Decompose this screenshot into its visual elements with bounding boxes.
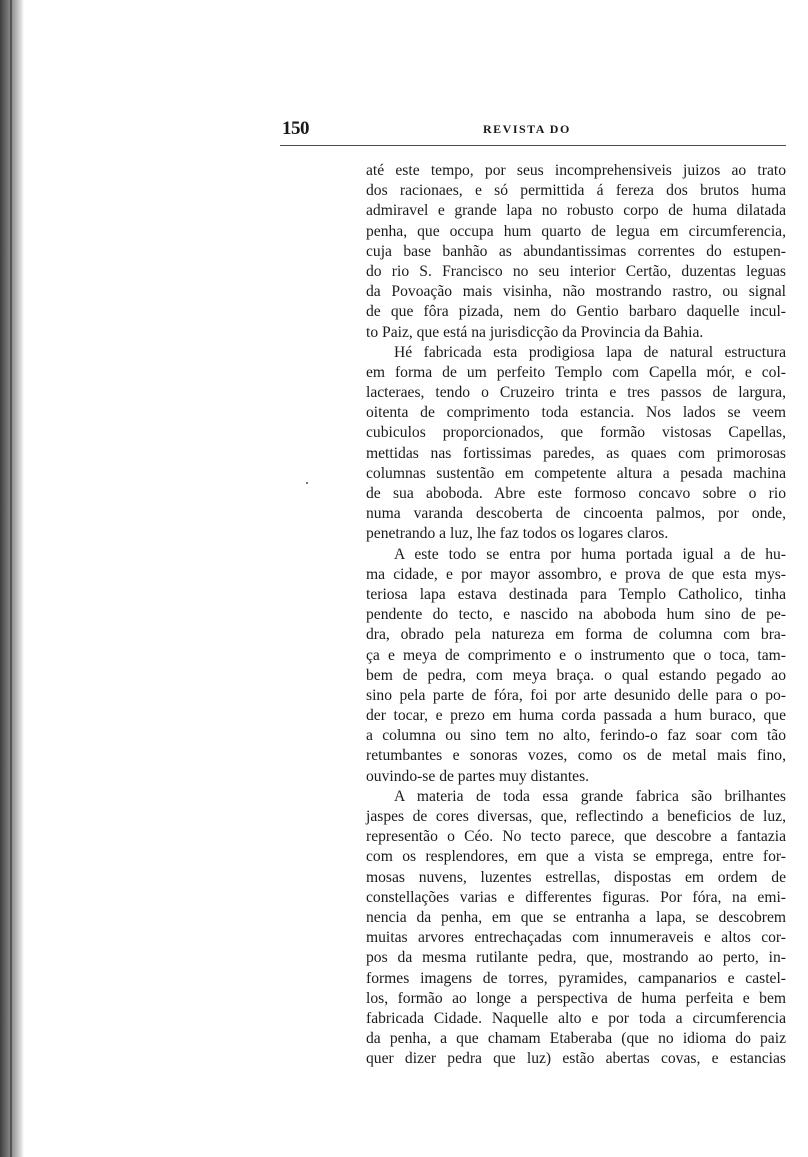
text-line: retumbantes e sonoras vozes, como os de metal mais fino,: [366, 747, 786, 765]
text-line: muitas arvores entrechaçadas com innumeraveis e altos cor-: [366, 929, 786, 947]
text-line: em forma de um perfeito Templo com Capella mór, e col-: [366, 363, 786, 381]
text-line: columnas sustentão em competente altura a pesada machina: [366, 464, 786, 482]
text-line: ma cidade, e por mayor assombro, e prova de que esta mys-: [366, 565, 786, 583]
text-line: numa varanda descoberta de cincoenta palmos, por onde,: [366, 505, 786, 523]
text-line: los, formão ao longe a perspectiva de huma perfeita e bem: [366, 989, 786, 1007]
text-line: mosas nuvens, luzentes estrellas, dispostas em ordem de: [366, 868, 786, 886]
text-line: to Paiz, que está na jurisdicção da Provincia da Bahia.: [366, 323, 704, 341]
text-line: de que fôra pizada, nem do Gentio barbaro daquelle incul-: [366, 303, 786, 321]
text-line: pos da mesma rutilante pedra, que, mostrando ao perto, in-: [366, 949, 786, 967]
text-line: formes imagens de torres, pyramides, campanarios e castel-: [366, 969, 786, 987]
text-line: com os resplendores, em que a vista se emprega, entre for-: [366, 848, 786, 866]
text-line: pendente do tecto, e nascido na aboboda hum sino de pe-: [366, 606, 786, 624]
text-line: ouvindo-se de partes muy distantes.: [366, 767, 590, 785]
text-line: constellações varias e differentes figuras. Por fóra, na emi-: [366, 888, 786, 906]
text-line: dos racionaes, e só permittida á fereza dos brutos huma: [366, 182, 786, 200]
text-line: bem de pedra, com meya braça. o qual estando pegado ao: [366, 666, 786, 684]
text-line: de sua aboboda. Abre este formoso concavo sobre o rio: [366, 485, 786, 502]
text-line: até este tempo, por seus incomprehensiveis juizos ao trato: [366, 162, 786, 179]
text-line: penha, que occupa hum quarto de legua em circumferencia,: [366, 222, 786, 240]
paper-speck: [306, 482, 308, 484]
text-line: dra, obrado pela natureza em forma de columna com bra-: [366, 626, 786, 644]
text-line: a columna ou sino tem no alto, ferindo-o faz soar com tão: [366, 727, 786, 745]
text-line: cubiculos proporcionados, que formão vistosas Capellas,: [366, 424, 786, 442]
text-line: mettidas nas fortissimas paredes, as quaes com primorosas: [366, 444, 786, 462]
page-header: [282, 118, 788, 140]
text-line: da Povoação mais visinha, não mostrando rastro, ou signal: [366, 283, 786, 301]
text-line: quer dizer pedra que luz) estão abertas covas, e estancias: [366, 1050, 786, 1068]
text-line: sino pela parte de fóra, foi por arte desunido delle para o po-: [366, 686, 786, 704]
header-rule: [280, 145, 786, 146]
text-line: oitenta de comprimento toda estancia. Nos lados se veem: [366, 404, 786, 422]
text-line: Hé fabricada esta prodigiosa lapa de natural estructura: [394, 343, 786, 361]
text-line: lacteraes, tendo o Cruzeiro trinta e tres passos de largura,: [366, 384, 786, 402]
page-binding-shadow: [0, 0, 24, 1157]
body-text: [366, 161, 786, 1069]
page-number: 150: [282, 118, 309, 139]
text-line: jaspes de cores diversas, que, reflectindo a beneficios de luz,: [366, 808, 786, 825]
text-line: teriosa lapa estava destinada para Templo Catholico, tinha: [366, 585, 786, 603]
text-line: representão o Céo. No tecto parece, que descobre a fantazia: [366, 828, 786, 846]
text-line: der tocar, e prezo em huma corda passada a hum buraco, que: [366, 707, 786, 725]
text-line: A este todo se entra por huma portada igual a de hu-: [394, 545, 786, 563]
text-line: fabricada Cidade. Naquelle alto e por toda a circumferencia: [366, 1009, 786, 1027]
text-line: penetrando a luz, lhe faz todos os logares claros.: [366, 525, 669, 543]
text-line: ça e meya de comprimento e o instrumento que o toca, tam-: [366, 646, 786, 664]
text-line: nencia da penha, em que se entranha a lapa, se descobrem: [366, 908, 786, 926]
text-line: cuja base banhão as abundantissimas correntes do estupen-: [366, 242, 786, 260]
text-line: admiravel e grande lapa no robusto corpo de huma dilatada: [366, 202, 786, 220]
binding-edge-line: [10, 0, 12, 1157]
running-title: REVISTA DO: [483, 122, 571, 136]
text-line: A materia de toda essa grande fabrica são brilhantes: [394, 787, 786, 805]
text-line: do rio S. Francisco no seu interior Certão, duzentas leguas: [366, 262, 786, 280]
text-line: da penha, a que chamam Etaberaba (que no idioma do paiz: [366, 1030, 786, 1048]
